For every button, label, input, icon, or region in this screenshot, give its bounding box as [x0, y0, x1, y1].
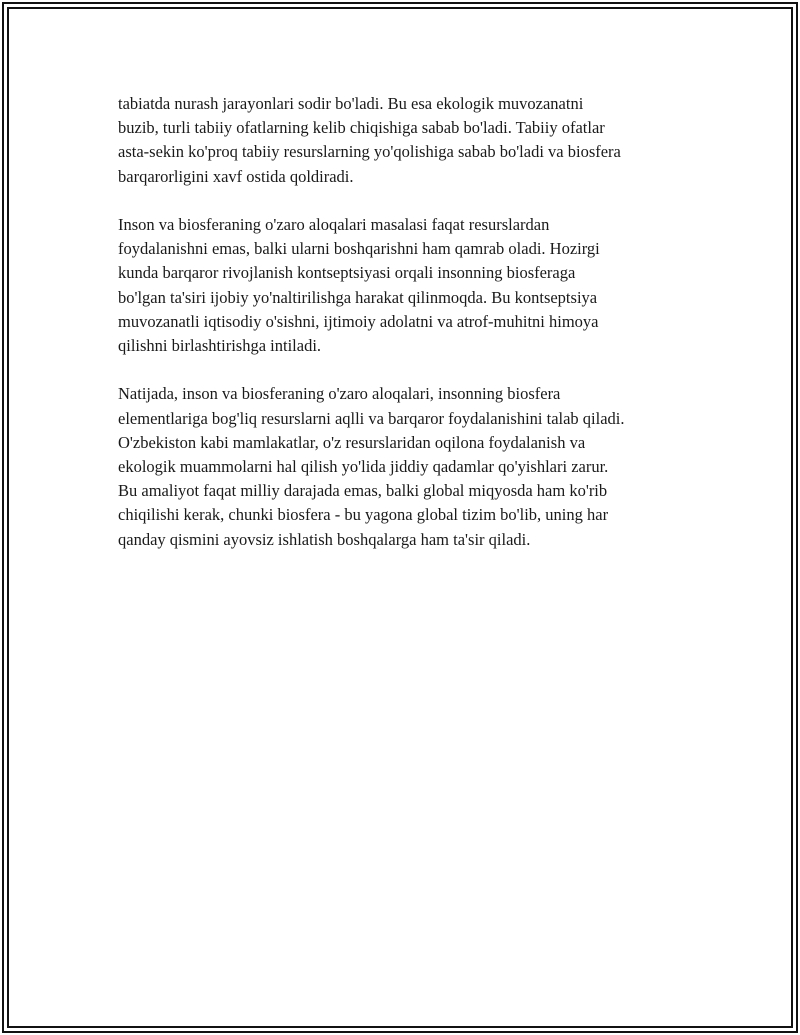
paragraph-3	[118, 382, 698, 551]
text-line: asta-sekin ko'proq tabiiy resurslarning yo'qolishiga sabab bo'ladi va biosfera	[118, 142, 621, 162]
document-body	[118, 92, 698, 576]
text-line: Natijada, inson va biosferaning o'zaro aloqalari, insonning biosfera	[118, 384, 561, 404]
text-line: barqarorligini xavf ostida qoldiradi.	[118, 166, 354, 186]
text-line: ekologik muammolarni hal qilish yo'lida jiddiy qadamlar qo'yishlari zarur.	[118, 457, 609, 477]
text-line: muvozanatli iqtisodiy o'sishni, ijtimoiy adolatni va atrof-muhitni himoya	[118, 311, 599, 331]
paragraph-2	[118, 213, 698, 358]
text-line: Bu amaliyot faqat milliy darajada emas, balki global miqyosda ham ko'rib	[118, 481, 608, 501]
text-line: O'zbekiston kabi mamlakatlar, o'z resurslaridan oqilona foydalanish va	[118, 432, 586, 452]
text-line: chiqilishi kerak, chunki biosfera - bu yagona global tizim bo'lib, uning har	[118, 505, 609, 525]
text-line: buzib, turli tabiiy ofatlarning kelib chiqishiga sabab bo'ladi. Tabiiy ofatlar	[118, 118, 605, 138]
text-line: qilishni birlashtirishga intiladi.	[118, 336, 322, 356]
text-line: bo'lgan ta'siri ijobiy yo'naltirilishga harakat qilinmoqda. Bu kontseptsiya	[118, 287, 598, 307]
text-line: tabiatda nurash jarayonlari sodir bo'ladi. Bu esa ekologik muvozanatni	[118, 94, 584, 113]
text-line: qanday qismini ayovsiz ishlatish boshqalarga ham ta'sir qiladi.	[118, 529, 531, 549]
text-line: elementlariga bog'liq resurslarni aqlli va barqaror foydalanishini talab qiladi.	[118, 408, 625, 428]
text-line: kunda barqaror rivojlanish kontseptsiyasi orqali insonning biosferaga	[118, 263, 576, 283]
paragraph-1	[118, 92, 698, 189]
text-line: foydalanishni emas, balki ularni boshqarishni ham qamrab oladi. Hozirgi	[118, 239, 600, 259]
text-line: Inson va biosferaning o'zaro aloqalari masalasi faqat resurslardan	[118, 215, 550, 234]
